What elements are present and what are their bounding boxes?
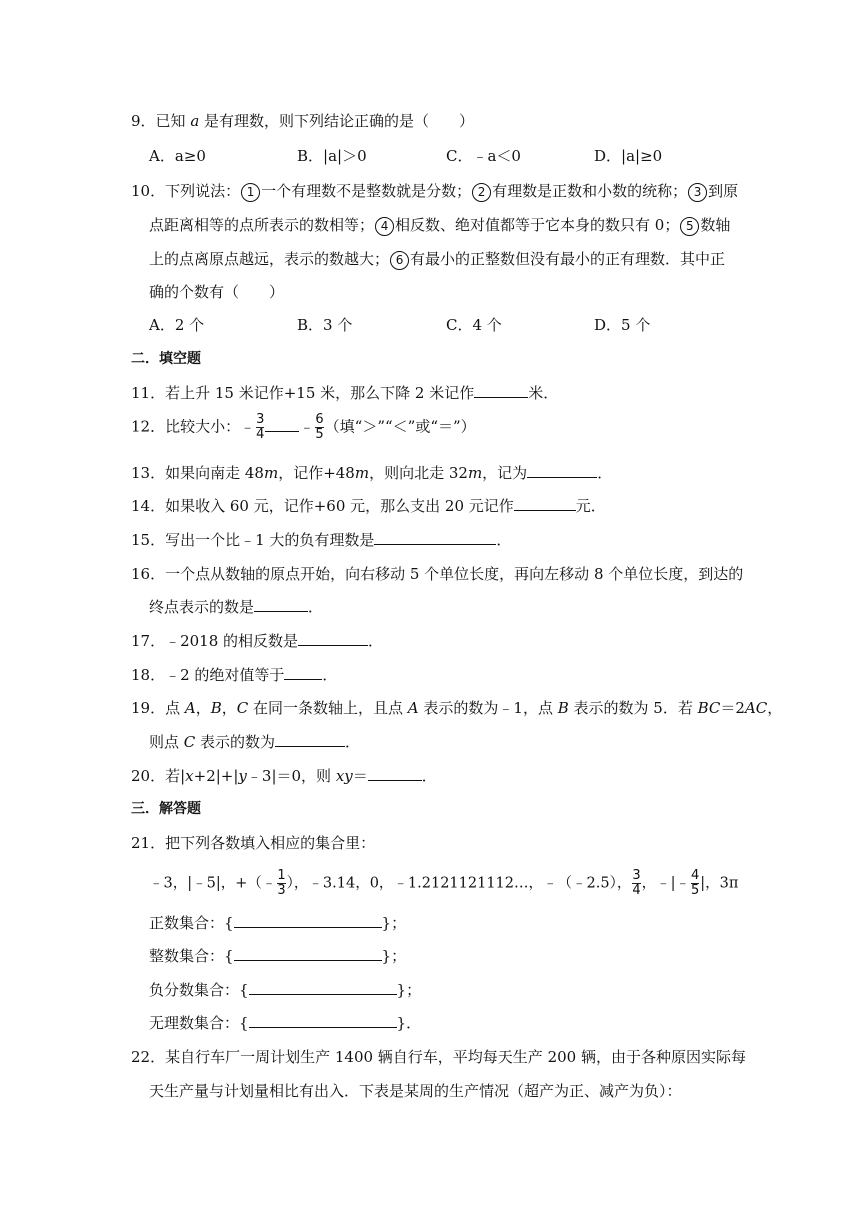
question-16-line-2: 终点表示的数是 ． [149, 598, 324, 616]
answer-blank[interactable] [249, 1013, 397, 1028]
question-10-line-4: 确的个数有（ ） [149, 283, 285, 301]
answer-blank[interactable] [234, 946, 382, 961]
answer-blank[interactable] [527, 463, 597, 478]
question-22-line-2: 天生产量与计划量相比有出入．下表是某周的生产情况（超产为正、减产为负）： [149, 1082, 682, 1100]
fraction: $\frac{6}{5}$ [315, 412, 324, 442]
question-10-line-3: 上的点离原点越远，表示的数越大； 6 有最小的正整数但没有最小的正有理数．其中正 [149, 250, 726, 268]
answer-blank[interactable] [368, 766, 422, 781]
question-9: 9．已知 a 是有理数，则下列结论正确的是（ ） [131, 112, 475, 130]
circled-number: 4 [375, 217, 394, 236]
question-18: 18．﹣2 的绝对值等于 ． [131, 666, 338, 684]
question-21-title: 21．把下列各数填入相应的集合里： [131, 834, 376, 852]
q10-option-c: C．4 个 [446, 316, 502, 334]
answer-blank[interactable] [275, 732, 345, 747]
q9-option-c: C．﹣a＜0 [446, 147, 521, 165]
circled-number: 5 [680, 217, 699, 236]
question-17: 17．﹣2018 的相反数是 ． [131, 632, 384, 650]
answer-blank[interactable] [514, 496, 576, 511]
integer-set: 整数集合：{ }； [149, 947, 407, 965]
negative-fraction-set: 负分数集合：{ }； [149, 981, 422, 999]
answer-blank[interactable] [374, 530, 496, 545]
circled-number: 1 [241, 183, 260, 202]
answer-blank[interactable] [474, 383, 528, 398]
q10-option-a: A．2 个 [149, 316, 205, 334]
question-10-line-2: 点距离相等的点所表示的数相等； 4 相反数、绝对值都等于它本身的数只有 0； 5 数轴 [149, 216, 731, 234]
answer-blank[interactable] [284, 665, 322, 680]
answer-blank[interactable] [234, 913, 382, 928]
section-heading-fill-in: 二．填空题 [131, 351, 201, 367]
question-12: 12．比较大小：﹣ $\frac{3}{4}$ ﹣ $\frac{6}{5}$ （填“＞”“＜”或“＝”） [131, 412, 476, 442]
fraction: $\frac{3}{4}$ [632, 868, 641, 898]
question-13: 13．如果向南走 48m，记作+48m，则向北走 32m，记为 ． [131, 464, 613, 482]
question-19-line-1: 19．点 A，B，C 在同一条数轴上，且点 A 表示的数为﹣1，点 B 表示的数为 5．若 BC＝2AC， [131, 699, 783, 717]
answer-blank[interactable] [265, 417, 299, 432]
question-11: 11．若上升 15 米记作+15 米，那么下降 2 米记作 米． [131, 384, 559, 402]
irrational-set: 无理数集合：{ }． [149, 1014, 422, 1032]
circled-number: 2 [472, 183, 491, 202]
question-16-line-1: 16．一个点从数轴的原点开始，向右移动 5 个单位长度，再向左移动 8 个单位长度，到达的 [131, 565, 744, 583]
answer-blank[interactable] [254, 597, 308, 612]
question-20: 20．若|x+2|+|y﹣3|＝0，则 xy＝ ． [131, 767, 437, 785]
q10-option-d: D．5 个 [594, 316, 651, 334]
q9-option-a: A．a≥0 [149, 147, 206, 165]
question-14: 14．如果收入 60 元，记作+60 元，那么支出 20 元记作 元． [131, 497, 606, 515]
question-10-line-1: 10．下列说法： 1 一个有理数不是整数就是分数； 2 有理数是正数和小数的统称； 3 到原 [131, 182, 739, 200]
q9-option-d: D．|a|≥0 [594, 147, 663, 165]
question-15: 15．写出一个比﹣1 大的负有理数是 ． [131, 531, 512, 549]
circled-number: 3 [688, 183, 707, 202]
question-21-numbers: ﹣3，|﹣5|，+（﹣ $\frac{1}{3}$ ），﹣3.14，0，﹣1.2121121112…，﹣（﹣2.5）， $\frac{3}{4}$ ，﹣|﹣ $\frac{4}{5}$ |，3π [149, 868, 739, 898]
answer-blank[interactable] [249, 980, 397, 995]
question-19-line-2: 则点 C 表示的数为 ． [149, 733, 361, 751]
fraction: $\frac{4}{5}$ [691, 868, 700, 898]
answer-blank[interactable] [298, 631, 368, 646]
positive-set: 正数集合：{ }； [149, 914, 407, 932]
fraction: $\frac{1}{3}$ [277, 868, 286, 898]
q10-option-b: B．3 个 [297, 316, 353, 334]
q9-option-b: B．|a|＞0 [297, 147, 367, 165]
section-heading-solve: 三．解答题 [131, 801, 201, 817]
fraction: $\frac{3}{4}$ [256, 412, 265, 442]
circled-number: 6 [390, 251, 409, 270]
question-22-line-1: 22．某自行车厂一周计划生产 1400 辆自行车，平均每天生产 200 辆，由于各种原因实际每 [131, 1048, 746, 1066]
